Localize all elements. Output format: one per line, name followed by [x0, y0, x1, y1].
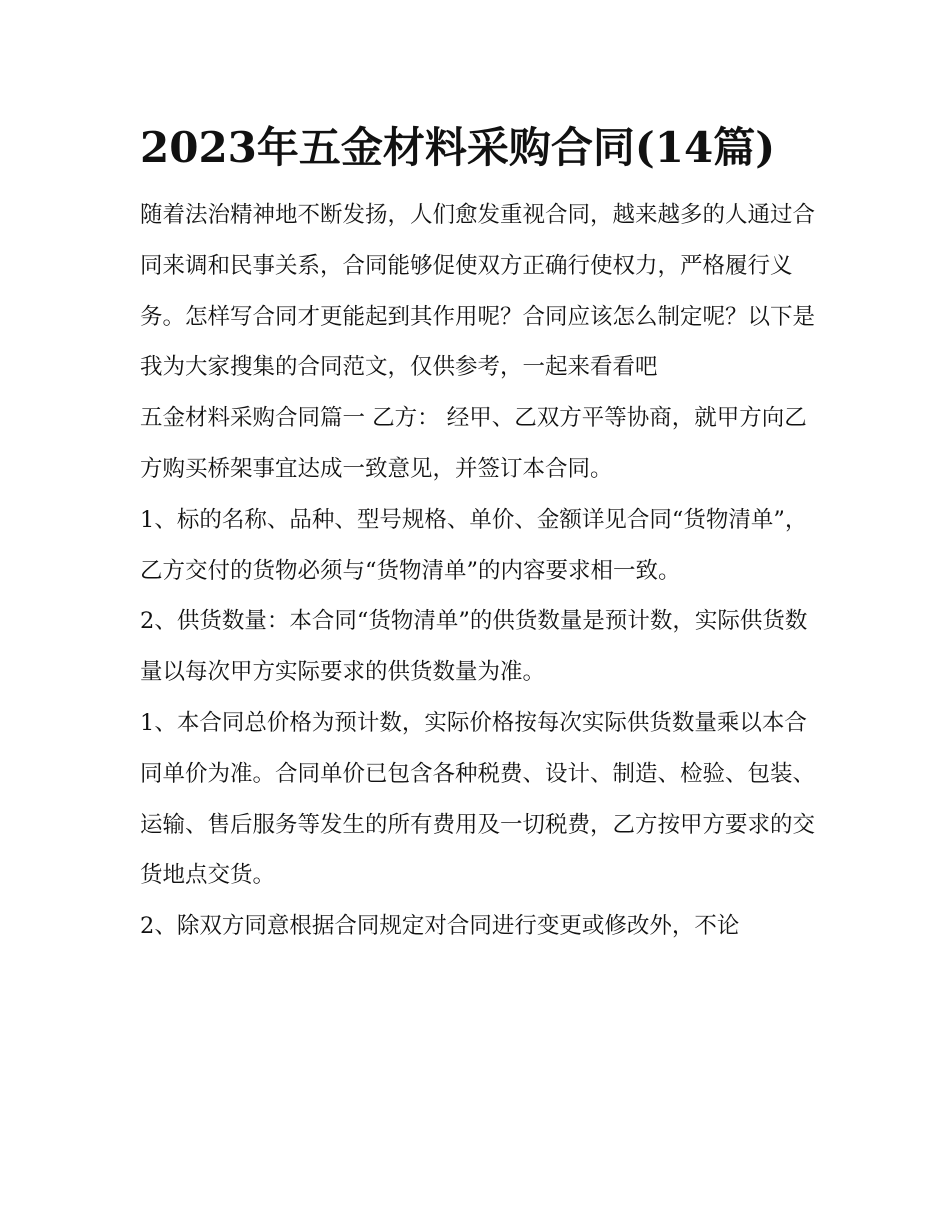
- document-title: 2023年五金材料采购合同(14篇): [140, 123, 776, 172]
- document-page: [140, 118, 820, 952]
- clause-1-total-price-paragraph: 1、本合同总价格为预计数，实际价格按每次实际供货数量乘以本合同单价为准。合同单价已包含各种税费、设计、制造、检验、包装、运输、售后服务等发生的所有费用及一切税费，乙方按甲方要求的交货地点交货。: [140, 709, 816, 889]
- clause-2-contract-change-paragraph: 2、除双方同意根据合同规定对合同进行变更或修改外，不论: [140, 913, 740, 940]
- contract-section-1-paragraph: 五金材料采购合同篇一 乙方： 经甲、乙双方平等协商，就甲方向乙方购买桥架事宜达成一致意见，并签订本合同。: [140, 405, 807, 482]
- clause-2-supply-quantity-paragraph: 2、供货数量：本合同“货物清单”的供货数量是预计数，实际供货数量以每次甲方实际要求的供货数量为准。: [140, 608, 808, 686]
- clause-1-item-name-paragraph: 1、标的名称、品种、型号规格、单价、金额详见合同“货物清单”，乙方交付的货物必须与“货物清单”的内容要求相一致。: [140, 506, 808, 584]
- intro-paragraph: 随着法治精神地不断发扬，人们愈发重视合同，越来越多的人通过合同来调和民事关系，合同能够促使双方正确行使权力，严格履行义务。怎样写合同才更能起到其作用呢？合同应该怎么制定呢？以下是我为大家搜集的合同范文，仅供参考，一起来看看吧: [140, 202, 816, 381]
